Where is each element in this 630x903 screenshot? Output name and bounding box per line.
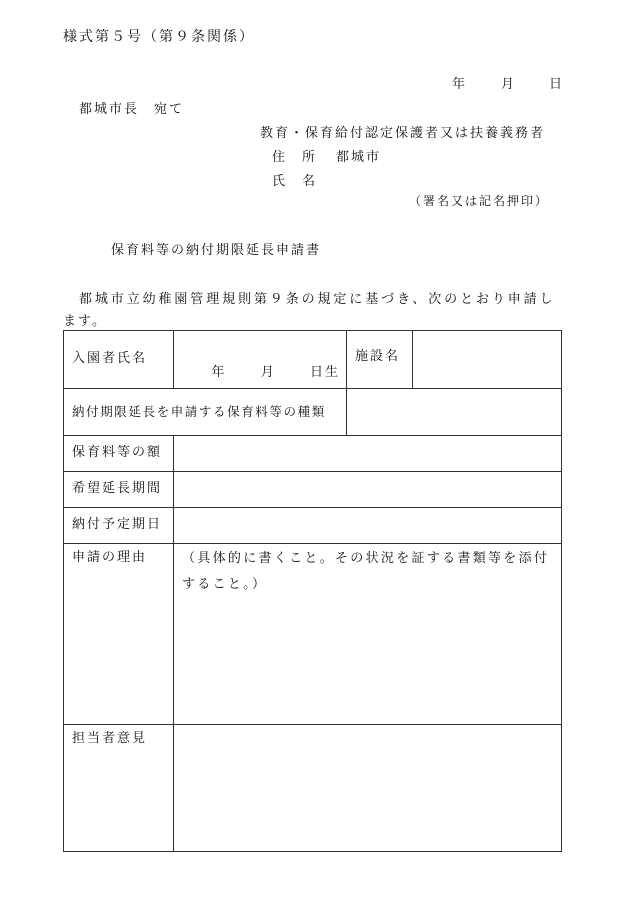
facility-field[interactable]	[413, 331, 562, 389]
application-table	[63, 330, 562, 852]
reason-note: （具体的に書くこと。その状況を証する書類等を添付すること。）	[182, 551, 550, 592]
reason-field[interactable]	[174, 544, 562, 725]
seal-note: （署名又は記名押印）	[409, 194, 550, 208]
dob-year-label: 年	[211, 365, 227, 381]
dob-day-label: 日生	[309, 365, 340, 381]
addressee: 都城市長 宛て	[79, 102, 185, 117]
date-day-label: 日	[549, 77, 565, 92]
amount-label: 保育料等の額	[64, 436, 174, 472]
due-date-field[interactable]	[174, 508, 562, 544]
staff-opinion-label: 担当者意見	[64, 725, 174, 852]
fee-type-field[interactable]	[347, 389, 562, 436]
facility-label: 施設名	[347, 331, 413, 389]
extension-period-field[interactable]	[174, 472, 562, 508]
extension-period-label: 希望延長期間	[64, 472, 174, 508]
dob-month-label: 月	[260, 365, 276, 381]
form-number: 様式第５号（第９条関係）	[63, 29, 255, 45]
applicant-role: 教育・保育給付認定保護者又は扶養義務者	[260, 126, 546, 141]
child-name-field[interactable]	[174, 331, 347, 389]
child-name-label: 入園者氏名	[64, 331, 174, 389]
due-date-label: 納付予定期日	[64, 508, 174, 544]
fee-type-label: 納付期限延長を申請する保育料等の種類	[64, 389, 347, 436]
body-text-line-2: ます。	[63, 314, 107, 329]
amount-field[interactable]	[174, 436, 562, 472]
date-of-birth	[211, 361, 340, 386]
reason-label: 申請の理由	[64, 544, 174, 725]
date-year-label: 年	[452, 77, 468, 92]
document-title: 保育料等の納付期限延長申請書	[111, 243, 322, 258]
address-label: 住 所	[272, 150, 318, 165]
date-month-label: 月	[501, 77, 517, 92]
name-label: 氏 名	[272, 174, 318, 189]
address-value: 都城市	[336, 150, 382, 165]
body-text-line-1: 都城市立幼稚園管理規則第９条の規定に基づき、次のとおり申請し	[79, 292, 556, 307]
staff-opinion-field[interactable]	[174, 725, 562, 852]
